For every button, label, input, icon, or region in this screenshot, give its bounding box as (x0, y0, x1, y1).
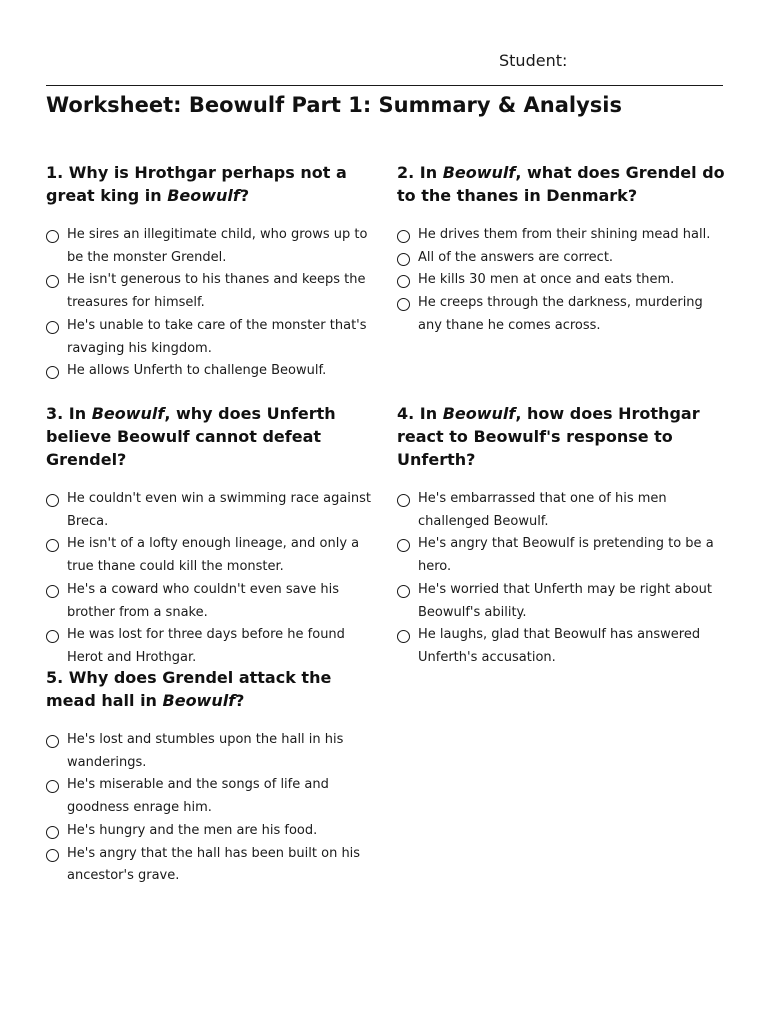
radio-button-icon[interactable] (397, 630, 410, 643)
question-5-text-pre: 5. Why does Grendel attack the mead hall in (46, 668, 332, 710)
radio-button-icon[interactable] (46, 849, 59, 862)
question-2-option-3[interactable] (397, 269, 727, 292)
option-label: He's worried that Unferth may be right about Beowulf's ability. (418, 581, 712, 620)
question-2-option-2[interactable] (397, 247, 727, 270)
option-label: He drives them from their shining mead hall. (418, 227, 711, 242)
radio-button-icon[interactable] (397, 494, 410, 507)
worksheet-title: Worksheet: Beowulf Part 1: Summary & Analysis (46, 93, 622, 117)
option-label: He's angry that the hall has been built on his ancestor's grave. (67, 845, 361, 884)
question-3-option-2[interactable] (46, 533, 376, 578)
option-label: He's hungry and the men are his food. (67, 822, 318, 838)
option-label: He was lost for three days before he found Herot and Hrothgar. (67, 627, 345, 665)
question-4-text-post: , how does Hrothgar react to Beowulf's response to Unferth? (397, 404, 700, 469)
student-name-line[interactable] (46, 50, 723, 86)
option-label: He creeps through the darkness, murdering any thane he comes across. (418, 295, 703, 333)
student-label: Student: (499, 51, 568, 70)
question-5-text-title: Beowulf (162, 691, 236, 710)
option-label: He's a coward who couldn't even save his brother from a snake. (67, 581, 340, 620)
question-5-option-1[interactable] (46, 729, 376, 774)
question-3 (46, 402, 376, 670)
question-5-option-4[interactable] (46, 843, 376, 888)
question-5-option-3[interactable] (46, 820, 376, 843)
radio-button-icon[interactable] (46, 494, 59, 507)
radio-button-icon[interactable] (46, 275, 59, 288)
question-4-text-title: Beowulf (442, 404, 516, 423)
option-label: All of the answers are correct. (418, 249, 614, 265)
option-label: He's embarrassed that one of his men challenged Beowulf. (418, 491, 667, 529)
radio-button-icon[interactable] (397, 230, 410, 243)
option-label: He isn't generous to his thanes and keeps the treasures for himself. (67, 272, 366, 311)
question-4-option-1[interactable] (397, 488, 727, 533)
question-5-option-2[interactable] (46, 774, 376, 819)
question-3-text (46, 402, 376, 471)
question-2-option-4[interactable] (397, 292, 727, 337)
option-label: He couldn't even win a swimming race against Breca. (67, 491, 372, 529)
question-1-option-4[interactable] (46, 360, 376, 383)
question-5-options (46, 729, 376, 888)
question-4-text (397, 402, 727, 471)
radio-button-icon[interactable] (397, 585, 410, 598)
question-4 (397, 402, 727, 670)
question-2-text-post: , what does Grendel do to the thanes in Denmark? (397, 163, 725, 205)
question-3-text-pre: 3. In (46, 404, 92, 423)
question-1-option-1[interactable] (46, 224, 376, 269)
question-2-text (397, 161, 727, 207)
radio-button-icon[interactable] (46, 585, 59, 598)
question-1-text-post: ? (239, 186, 250, 205)
question-1-option-3[interactable] (46, 315, 376, 360)
question-3-text-title: Beowulf (91, 404, 165, 423)
option-label: He's unable to take care of the monster that's ravaging his kingdom. (67, 317, 367, 356)
radio-button-icon[interactable] (46, 366, 59, 379)
radio-button-icon[interactable] (397, 275, 410, 288)
option-label: He's angry that Beowulf is pretending to be a hero. (418, 536, 714, 575)
option-label: He laughs, glad that Beowulf has answered Unferth's accusation. (418, 627, 701, 665)
radio-button-icon[interactable] (46, 630, 59, 643)
radio-button-icon[interactable] (46, 230, 59, 243)
question-1-text (46, 161, 376, 207)
question-4-text-pre: 4. In (397, 404, 443, 423)
question-1-option-2[interactable] (46, 269, 376, 314)
question-4-options (397, 488, 727, 670)
question-3-option-3[interactable] (46, 579, 376, 624)
question-4-option-4[interactable] (397, 624, 727, 669)
question-5-text (46, 666, 376, 712)
radio-button-icon[interactable] (46, 780, 59, 793)
radio-button-icon[interactable] (397, 253, 410, 266)
option-label: He's miserable and the songs of life and goodness enrage him. (67, 777, 329, 816)
question-3-text-post: , why does Unferth believe Beowulf cannot defeat Grendel? (46, 404, 336, 469)
radio-button-icon[interactable] (397, 539, 410, 552)
question-3-options (46, 488, 376, 670)
question-1-text-pre: 1. Why is Hrothgar perhaps not a great king in (46, 163, 347, 205)
question-2-text-pre: 2. In (397, 163, 443, 182)
question-5 (46, 666, 376, 888)
question-1 (46, 161, 376, 383)
option-label: He isn't of a lofty enough lineage, and only a true thane could kill the monster. (67, 536, 360, 575)
question-3-option-1[interactable] (46, 488, 376, 533)
radio-button-icon[interactable] (46, 539, 59, 552)
question-2 (397, 161, 727, 338)
question-4-option-2[interactable] (397, 533, 727, 578)
question-2-options (397, 224, 727, 338)
question-5-text-post: ? (235, 691, 245, 710)
option-label: He's lost and stumbles upon the hall in his wanderings. (67, 732, 344, 770)
radio-button-icon[interactable] (46, 826, 59, 839)
question-2-text-title: Beowulf (442, 163, 516, 182)
question-3-option-4[interactable] (46, 624, 376, 669)
question-2-option-1[interactable] (397, 224, 727, 247)
radio-button-icon[interactable] (397, 298, 410, 311)
question-4-option-3[interactable] (397, 579, 727, 624)
radio-button-icon[interactable] (46, 321, 59, 334)
option-label: He kills 30 men at once and eats them. (418, 272, 675, 288)
option-label: He sires an illegitimate child, who grows up to be the monster Grendel. (67, 227, 368, 265)
option-label: He allows Unferth to challenge Beowulf. (67, 363, 327, 379)
radio-button-icon[interactable] (46, 735, 59, 748)
question-1-options (46, 224, 376, 383)
question-1-text-title: Beowulf (167, 186, 240, 205)
